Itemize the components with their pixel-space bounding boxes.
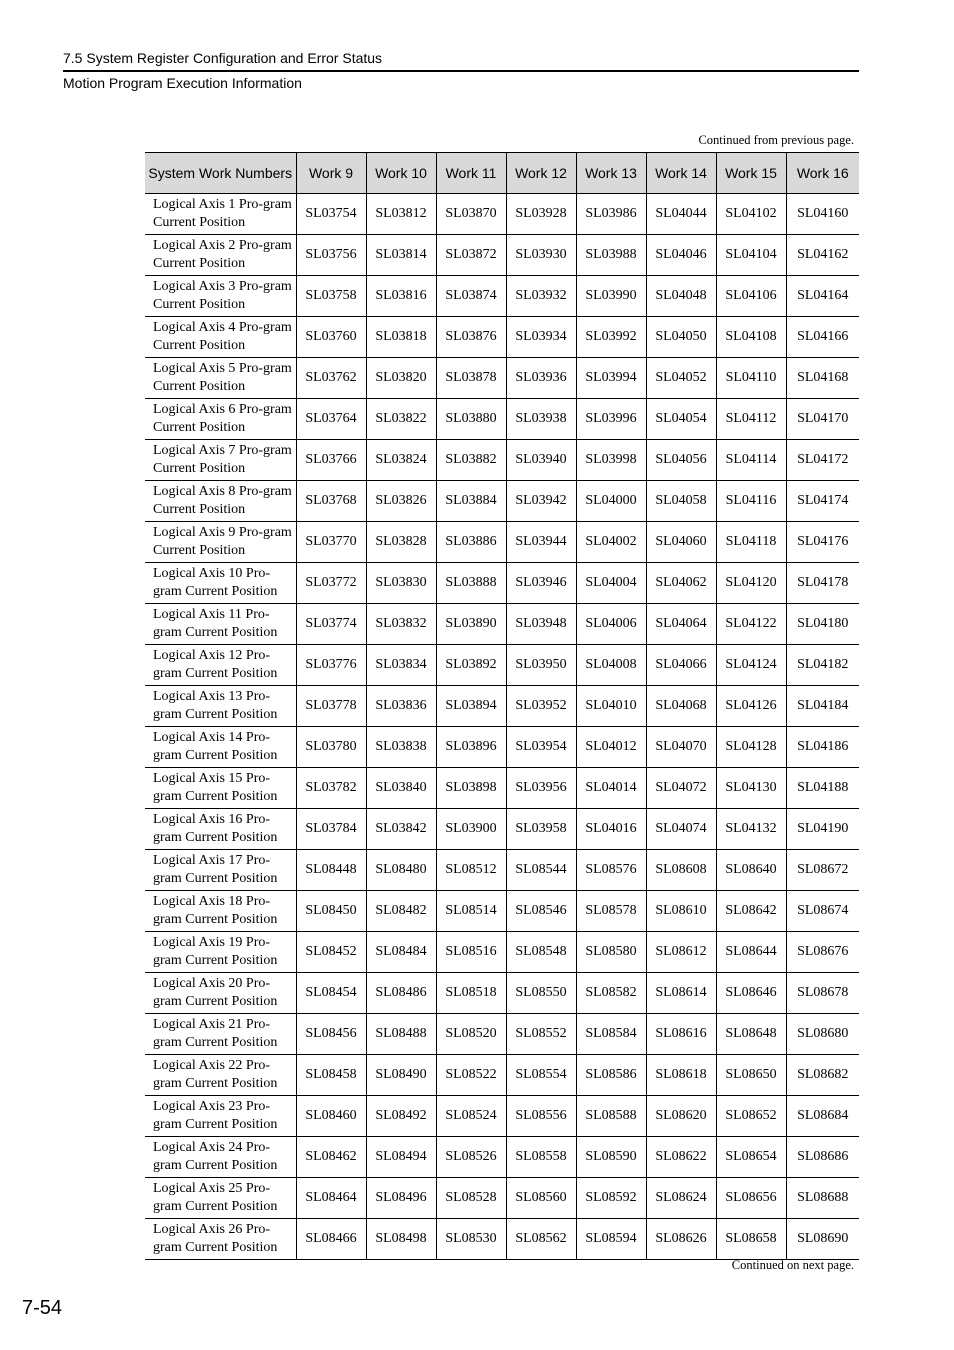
register-cell: SL03842 [366, 809, 436, 850]
register-cell: SL08556 [506, 1096, 576, 1137]
register-cell: SL08640 [716, 850, 786, 891]
row-label: Logical Axis 20 Pro-gram Current Position [145, 973, 296, 1014]
register-cell: SL08460 [296, 1096, 366, 1137]
register-cell: SL03952 [506, 686, 576, 727]
register-cell: SL08576 [576, 850, 646, 891]
table-row [145, 317, 859, 358]
register-cell: SL08560 [506, 1178, 576, 1219]
register-cell: SL08546 [506, 891, 576, 932]
register-cell: SL08488 [366, 1014, 436, 1055]
register-cell: SL04124 [716, 645, 786, 686]
register-cell: SL03882 [436, 440, 506, 481]
register-cell: SL08612 [646, 932, 716, 973]
register-cell: SL08514 [436, 891, 506, 932]
register-cell: SL08690 [786, 1219, 859, 1260]
register-cell: SL04054 [646, 399, 716, 440]
register-cell: SL04074 [646, 809, 716, 850]
register-cell: SL04002 [576, 522, 646, 563]
register-cell: SL08448 [296, 850, 366, 891]
row-label: Logical Axis 21 Pro-gram Current Position [145, 1014, 296, 1055]
register-cell: SL03932 [506, 276, 576, 317]
register-cell: SL03954 [506, 727, 576, 768]
register-cell: SL03762 [296, 358, 366, 399]
register-cell: SL08686 [786, 1137, 859, 1178]
register-cell: SL03930 [506, 235, 576, 276]
register-cell: SL08680 [786, 1014, 859, 1055]
register-cell: SL03894 [436, 686, 506, 727]
register-cell: SL03782 [296, 768, 366, 809]
register-cell: SL04066 [646, 645, 716, 686]
register-cell: SL08562 [506, 1219, 576, 1260]
register-cell: SL08522 [436, 1055, 506, 1096]
register-cell: SL04050 [646, 317, 716, 358]
register-cell: SL03778 [296, 686, 366, 727]
register-cell: SL08482 [366, 891, 436, 932]
register-cell: SL08616 [646, 1014, 716, 1055]
table-header-row [145, 153, 859, 194]
register-cell: SL03840 [366, 768, 436, 809]
register-cell: SL04072 [646, 768, 716, 809]
register-cell: SL04108 [716, 317, 786, 358]
register-cell: SL04184 [786, 686, 859, 727]
register-cell: SL04006 [576, 604, 646, 645]
register-cell: SL08520 [436, 1014, 506, 1055]
register-cell: SL04176 [786, 522, 859, 563]
section-header: 7.5 System Register Configuration and Error Status [63, 50, 383, 66]
subsection-header: Motion Program Execution Information [63, 75, 302, 91]
register-cell: SL04132 [716, 809, 786, 850]
register-cell: SL04126 [716, 686, 786, 727]
register-cell: SL03772 [296, 563, 366, 604]
register-cell: SL03756 [296, 235, 366, 276]
page-number: 7-54 [22, 1297, 63, 1319]
register-cell: SL04120 [716, 563, 786, 604]
row-label: Logical Axis 14 Pro-gram Current Position [145, 727, 296, 768]
register-cell: SL03878 [436, 358, 506, 399]
row-label: Logical Axis 18 Pro-gram Current Position [145, 891, 296, 932]
register-cell: SL04052 [646, 358, 716, 399]
table-row [145, 1014, 859, 1055]
register-cell: SL04178 [786, 563, 859, 604]
table-row [145, 1178, 859, 1219]
register-cell: SL04062 [646, 563, 716, 604]
column-header-work: Work 12 [506, 153, 576, 194]
register-cell: SL08676 [786, 932, 859, 973]
register-cell: SL08648 [716, 1014, 786, 1055]
register-cell: SL08548 [506, 932, 576, 973]
register-cell: SL04068 [646, 686, 716, 727]
register-cell: SL08498 [366, 1219, 436, 1260]
row-label: Logical Axis 1 Pro-gram Current Position [145, 194, 296, 235]
register-cell: SL03820 [366, 358, 436, 399]
register-cell: SL08608 [646, 850, 716, 891]
register-cell: SL03816 [366, 276, 436, 317]
register-cell: SL08550 [506, 973, 576, 1014]
register-cell: SL04162 [786, 235, 859, 276]
register-cell: SL03830 [366, 563, 436, 604]
register-cell: SL08594 [576, 1219, 646, 1260]
register-cell: SL08678 [786, 973, 859, 1014]
table-row [145, 440, 859, 481]
table-row [145, 932, 859, 973]
register-cell: SL08484 [366, 932, 436, 973]
register-cell: SL08480 [366, 850, 436, 891]
register-cell: SL03900 [436, 809, 506, 850]
register-cell: SL04160 [786, 194, 859, 235]
register-cell: SL08590 [576, 1137, 646, 1178]
row-label: Logical Axis 8 Pro-gram Current Position [145, 481, 296, 522]
column-header-system-work-numbers: System Work Numbers [145, 153, 296, 194]
register-cell: SL04106 [716, 276, 786, 317]
register-cell: SL08626 [646, 1219, 716, 1260]
register-cell: SL04172 [786, 440, 859, 481]
register-cell: SL08452 [296, 932, 366, 973]
register-cell: SL04058 [646, 481, 716, 522]
register-cell: SL03828 [366, 522, 436, 563]
row-label: Logical Axis 9 Pro-gram Current Position [145, 522, 296, 563]
row-label: Logical Axis 12 Pro-gram Current Position [145, 645, 296, 686]
register-cell: SL08464 [296, 1178, 366, 1219]
register-cell: SL04004 [576, 563, 646, 604]
column-header-work: Work 13 [576, 153, 646, 194]
register-cell: SL08552 [506, 1014, 576, 1055]
register-cell: SL03892 [436, 645, 506, 686]
register-cell: SL04000 [576, 481, 646, 522]
table-row [145, 563, 859, 604]
column-header-work: Work 16 [786, 153, 859, 194]
table-row [145, 850, 859, 891]
register-cell: SL04186 [786, 727, 859, 768]
table-row [145, 399, 859, 440]
register-cell: SL08644 [716, 932, 786, 973]
row-label: Logical Axis 3 Pro-gram Current Position [145, 276, 296, 317]
register-cell: SL08688 [786, 1178, 859, 1219]
register-cell: SL08650 [716, 1055, 786, 1096]
register-cell: SL08656 [716, 1178, 786, 1219]
register-cell: SL03934 [506, 317, 576, 358]
row-label: Logical Axis 6 Pro-gram Current Position [145, 399, 296, 440]
register-cell: SL08526 [436, 1137, 506, 1178]
table-row [145, 194, 859, 235]
column-header-work: Work 14 [646, 153, 716, 194]
register-cell: SL08578 [576, 891, 646, 932]
register-cell: SL08512 [436, 850, 506, 891]
register-cell: SL03826 [366, 481, 436, 522]
table-row [145, 481, 859, 522]
register-cell: SL04110 [716, 358, 786, 399]
register-cell: SL03764 [296, 399, 366, 440]
register-cell: SL03956 [506, 768, 576, 809]
register-cell: SL03888 [436, 563, 506, 604]
row-label: Logical Axis 26 Pro-gram Current Position [145, 1219, 296, 1260]
register-cell: SL03940 [506, 440, 576, 481]
register-cell: SL08544 [506, 850, 576, 891]
table-row [145, 1096, 859, 1137]
register-cell: SL08586 [576, 1055, 646, 1096]
row-label: Logical Axis 13 Pro-gram Current Position [145, 686, 296, 727]
row-label: Logical Axis 4 Pro-gram Current Position [145, 317, 296, 358]
register-cell: SL03834 [366, 645, 436, 686]
register-cell: SL04016 [576, 809, 646, 850]
row-label: Logical Axis 25 Pro-gram Current Position [145, 1178, 296, 1219]
register-cell: SL03950 [506, 645, 576, 686]
register-cell: SL08620 [646, 1096, 716, 1137]
register-cell: SL08654 [716, 1137, 786, 1178]
register-cell: SL03832 [366, 604, 436, 645]
register-cell: SL03998 [576, 440, 646, 481]
register-cell: SL08524 [436, 1096, 506, 1137]
register-cell: SL03760 [296, 317, 366, 358]
table-row [145, 276, 859, 317]
register-cell: SL04174 [786, 481, 859, 522]
register-cell: SL03814 [366, 235, 436, 276]
register-cell: SL04014 [576, 768, 646, 809]
register-cell: SL03992 [576, 317, 646, 358]
row-label: Logical Axis 10 Pro-gram Current Position [145, 563, 296, 604]
register-cell: SL08516 [436, 932, 506, 973]
register-cell: SL08454 [296, 973, 366, 1014]
register-cell: SL04190 [786, 809, 859, 850]
register-cell: SL08466 [296, 1219, 366, 1260]
register-cell: SL03890 [436, 604, 506, 645]
register-cell: SL03838 [366, 727, 436, 768]
register-cell: SL08610 [646, 891, 716, 932]
register-cell: SL04130 [716, 768, 786, 809]
register-cell: SL03874 [436, 276, 506, 317]
table-row [145, 522, 859, 563]
register-cell: SL08490 [366, 1055, 436, 1096]
column-header-work: Work 10 [366, 153, 436, 194]
register-cell: SL03886 [436, 522, 506, 563]
register-cell: SL04122 [716, 604, 786, 645]
register-cell: SL04048 [646, 276, 716, 317]
register-cell: SL08642 [716, 891, 786, 932]
register-cell: SL08456 [296, 1014, 366, 1055]
register-cell: SL03946 [506, 563, 576, 604]
register-cell: SL04044 [646, 194, 716, 235]
register-cell: SL08672 [786, 850, 859, 891]
register-cell: SL03818 [366, 317, 436, 358]
table-row [145, 768, 859, 809]
row-label: Logical Axis 5 Pro-gram Current Position [145, 358, 296, 399]
row-label: Logical Axis 16 Pro-gram Current Position [145, 809, 296, 850]
register-cell: SL08674 [786, 891, 859, 932]
register-cell: SL04056 [646, 440, 716, 481]
register-cell: SL03776 [296, 645, 366, 686]
row-label: Logical Axis 24 Pro-gram Current Position [145, 1137, 296, 1178]
register-cell: SL04070 [646, 727, 716, 768]
register-cell: SL04046 [646, 235, 716, 276]
register-cell: SL04102 [716, 194, 786, 235]
register-cell: SL04010 [576, 686, 646, 727]
table-row [145, 235, 859, 276]
register-cell: SL03988 [576, 235, 646, 276]
register-cell: SL03824 [366, 440, 436, 481]
register-cell: SL03928 [506, 194, 576, 235]
register-cell: SL08582 [576, 973, 646, 1014]
register-cell: SL04060 [646, 522, 716, 563]
table-row [145, 891, 859, 932]
register-cell: SL03948 [506, 604, 576, 645]
register-cell: SL03784 [296, 809, 366, 850]
register-cell: SL08652 [716, 1096, 786, 1137]
register-cell: SL03986 [576, 194, 646, 235]
register-cell: SL03754 [296, 194, 366, 235]
register-cell: SL03938 [506, 399, 576, 440]
continued-on-note: Continued on next page. [731, 1258, 854, 1272]
register-cell: SL03774 [296, 604, 366, 645]
register-cell: SL04104 [716, 235, 786, 276]
register-cell: SL08658 [716, 1219, 786, 1260]
column-header-work: Work 15 [716, 153, 786, 194]
register-cell: SL03884 [436, 481, 506, 522]
register-cell: SL08682 [786, 1055, 859, 1096]
register-cell: SL08496 [366, 1178, 436, 1219]
row-label: Logical Axis 23 Pro-gram Current Position [145, 1096, 296, 1137]
register-cell: SL03958 [506, 809, 576, 850]
register-table [145, 152, 859, 1260]
register-cell: SL04188 [786, 768, 859, 809]
register-cell: SL03766 [296, 440, 366, 481]
header-rule [63, 70, 859, 72]
register-cell: SL04170 [786, 399, 859, 440]
register-cell: SL08588 [576, 1096, 646, 1137]
register-cell: SL04012 [576, 727, 646, 768]
register-cell: SL03812 [366, 194, 436, 235]
table-row [145, 645, 859, 686]
register-cell: SL03996 [576, 399, 646, 440]
register-cell: SL08646 [716, 973, 786, 1014]
register-cell: SL08624 [646, 1178, 716, 1219]
register-cell: SL08580 [576, 932, 646, 973]
table-row [145, 686, 859, 727]
table-row [145, 1055, 859, 1096]
register-cell: SL08462 [296, 1137, 366, 1178]
register-cell: SL08554 [506, 1055, 576, 1096]
register-cell: SL08458 [296, 1055, 366, 1096]
register-cell: SL04116 [716, 481, 786, 522]
table-body [145, 194, 859, 1260]
register-cell: SL08450 [296, 891, 366, 932]
register-cell: SL03836 [366, 686, 436, 727]
register-cell: SL03876 [436, 317, 506, 358]
register-cell: SL03822 [366, 399, 436, 440]
register-cell: SL03872 [436, 235, 506, 276]
register-cell: SL08622 [646, 1137, 716, 1178]
register-cell: SL08528 [436, 1178, 506, 1219]
row-label: Logical Axis 7 Pro-gram Current Position [145, 440, 296, 481]
register-cell: SL04008 [576, 645, 646, 686]
table-row [145, 1219, 859, 1260]
register-cell: SL04114 [716, 440, 786, 481]
register-cell: SL03896 [436, 727, 506, 768]
row-label: Logical Axis 19 Pro-gram Current Position [145, 932, 296, 973]
register-cell: SL08614 [646, 973, 716, 1014]
register-cell: SL03942 [506, 481, 576, 522]
register-cell: SL08492 [366, 1096, 436, 1137]
register-cell: SL03944 [506, 522, 576, 563]
register-cell: SL03780 [296, 727, 366, 768]
column-header-work: Work 11 [436, 153, 506, 194]
row-label: Logical Axis 17 Pro-gram Current Position [145, 850, 296, 891]
register-cell: SL03870 [436, 194, 506, 235]
table-row [145, 973, 859, 1014]
table-row [145, 1137, 859, 1178]
register-cell: SL03770 [296, 522, 366, 563]
register-cell: SL08518 [436, 973, 506, 1014]
table-row [145, 727, 859, 768]
register-cell: SL08684 [786, 1096, 859, 1137]
register-cell: SL03990 [576, 276, 646, 317]
row-label: Logical Axis 2 Pro-gram Current Position [145, 235, 296, 276]
register-cell: SL03898 [436, 768, 506, 809]
table-row [145, 604, 859, 645]
column-header-work: Work 9 [296, 153, 366, 194]
register-cell: SL08530 [436, 1219, 506, 1260]
register-cell: SL04164 [786, 276, 859, 317]
table-row [145, 809, 859, 850]
row-label: Logical Axis 11 Pro-gram Current Position [145, 604, 296, 645]
register-cell: SL08618 [646, 1055, 716, 1096]
register-cell: SL04064 [646, 604, 716, 645]
register-cell: SL08494 [366, 1137, 436, 1178]
register-cell: SL03994 [576, 358, 646, 399]
register-cell: SL03880 [436, 399, 506, 440]
continued-from-note: Continued from previous page. [698, 133, 854, 147]
register-cell: SL03768 [296, 481, 366, 522]
register-cell: SL03936 [506, 358, 576, 399]
row-label: Logical Axis 15 Pro-gram Current Position [145, 768, 296, 809]
register-cell: SL08584 [576, 1014, 646, 1055]
register-cell: SL08486 [366, 973, 436, 1014]
register-cell: SL08558 [506, 1137, 576, 1178]
register-cell: SL08592 [576, 1178, 646, 1219]
register-cell: SL04128 [716, 727, 786, 768]
register-cell: SL04180 [786, 604, 859, 645]
row-label: Logical Axis 22 Pro-gram Current Position [145, 1055, 296, 1096]
register-cell: SL04182 [786, 645, 859, 686]
table-row [145, 358, 859, 399]
register-cell: SL04118 [716, 522, 786, 563]
register-cell: SL04166 [786, 317, 859, 358]
register-cell: SL04112 [716, 399, 786, 440]
register-cell: SL04168 [786, 358, 859, 399]
register-cell: SL03758 [296, 276, 366, 317]
